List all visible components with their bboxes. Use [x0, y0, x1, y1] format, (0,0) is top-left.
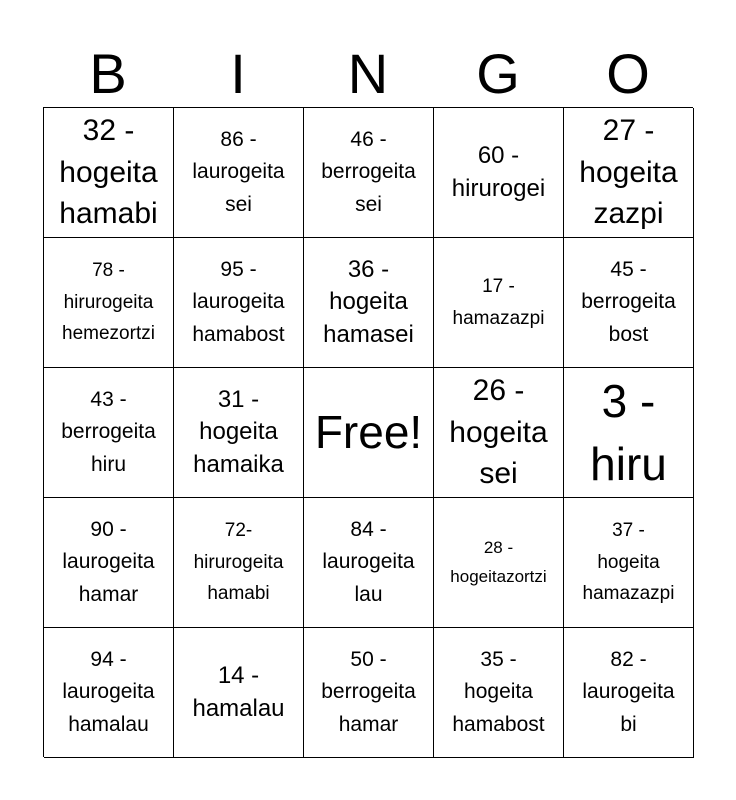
- header-letter-b: B: [89, 42, 127, 105]
- cell-text: 26 - hogeita sei: [449, 374, 548, 491]
- cell-text: 31 - hogeita hamaika: [193, 385, 284, 478]
- cell-text: 95 - laurogeita hamabost: [192, 257, 285, 346]
- cell-text: 50 - berrogeita hamar: [321, 647, 416, 736]
- bingo-cell[interactable]: [304, 498, 434, 628]
- cell-text: 28 - hogeitazortzi: [450, 537, 547, 586]
- cell-text: 86 - laurogeita sei: [192, 127, 285, 216]
- bingo-cell[interactable]: [434, 628, 564, 758]
- cell-text: 78 - hirurogeita hemezortzi: [62, 260, 155, 345]
- bingo-cell[interactable]: [564, 108, 694, 238]
- cell-text: 45 - berrogeita bost: [581, 257, 676, 346]
- bingo-cell[interactable]: [44, 108, 174, 238]
- cell-text: 84 - laurogeita lau: [322, 517, 415, 606]
- bingo-cell[interactable]: [434, 238, 564, 368]
- header-letter-n: N: [347, 42, 389, 105]
- bingo-cell[interactable]: [434, 108, 564, 238]
- bingo-cell[interactable]: [174, 628, 304, 758]
- cell-text: 14 - hamalau: [192, 662, 285, 722]
- cell-text: 3 - hiru: [590, 375, 667, 490]
- bingo-cell[interactable]: [44, 238, 174, 368]
- cell-text: 94 - laurogeita hamalau: [62, 647, 155, 736]
- bingo-cell[interactable]: [304, 238, 434, 368]
- header-letter-g: G: [476, 42, 520, 105]
- bingo-cell[interactable]: [564, 628, 694, 758]
- free-space-cell[interactable]: [304, 368, 434, 498]
- cell-text: 27 - hogeita zazpi: [579, 114, 678, 231]
- bingo-cell[interactable]: [174, 238, 304, 368]
- bingo-cell[interactable]: [434, 498, 564, 628]
- bingo-cell[interactable]: [44, 498, 174, 628]
- bingo-cell[interactable]: [174, 368, 304, 498]
- cell-text: 36 - hogeita hamasei: [323, 255, 414, 348]
- bingo-cell[interactable]: [564, 238, 694, 368]
- header-letter-i: I: [230, 42, 246, 105]
- bingo-cell[interactable]: [44, 368, 174, 498]
- cell-text: 82 - laurogeita bi: [582, 647, 675, 736]
- cell-text: 46 - berrogeita sei: [321, 127, 416, 216]
- cell-text: 32 - hogeita hamabi: [59, 114, 158, 231]
- header-letter-o: O: [606, 42, 650, 105]
- bingo-cell[interactable]: [304, 628, 434, 758]
- cell-text: 35 - hogeita hamabost: [452, 647, 545, 736]
- cell-text: 72- hirurogeita hamabi: [193, 520, 284, 605]
- cell-text: 60 - hirurogei: [451, 142, 546, 202]
- bingo-cell[interactable]: [564, 368, 694, 498]
- bingo-cell[interactable]: [44, 628, 174, 758]
- bingo-cell[interactable]: [174, 108, 304, 238]
- cell-text: 43 - berrogeita hiru: [61, 387, 156, 476]
- bingo-cell[interactable]: [174, 498, 304, 628]
- free-space-label: Free!: [314, 406, 423, 459]
- bingo-cell[interactable]: [304, 108, 434, 238]
- bingo-header: [43, 40, 693, 108]
- bingo-board: [43, 107, 693, 757]
- bingo-cell[interactable]: [434, 368, 564, 498]
- cell-text: 37 - hogeita hamazazpi: [582, 520, 675, 605]
- bingo-cell[interactable]: [564, 498, 694, 628]
- cell-text: 17 - hamazazpi: [452, 276, 545, 329]
- cell-text: 90 - laurogeita hamar: [62, 517, 155, 606]
